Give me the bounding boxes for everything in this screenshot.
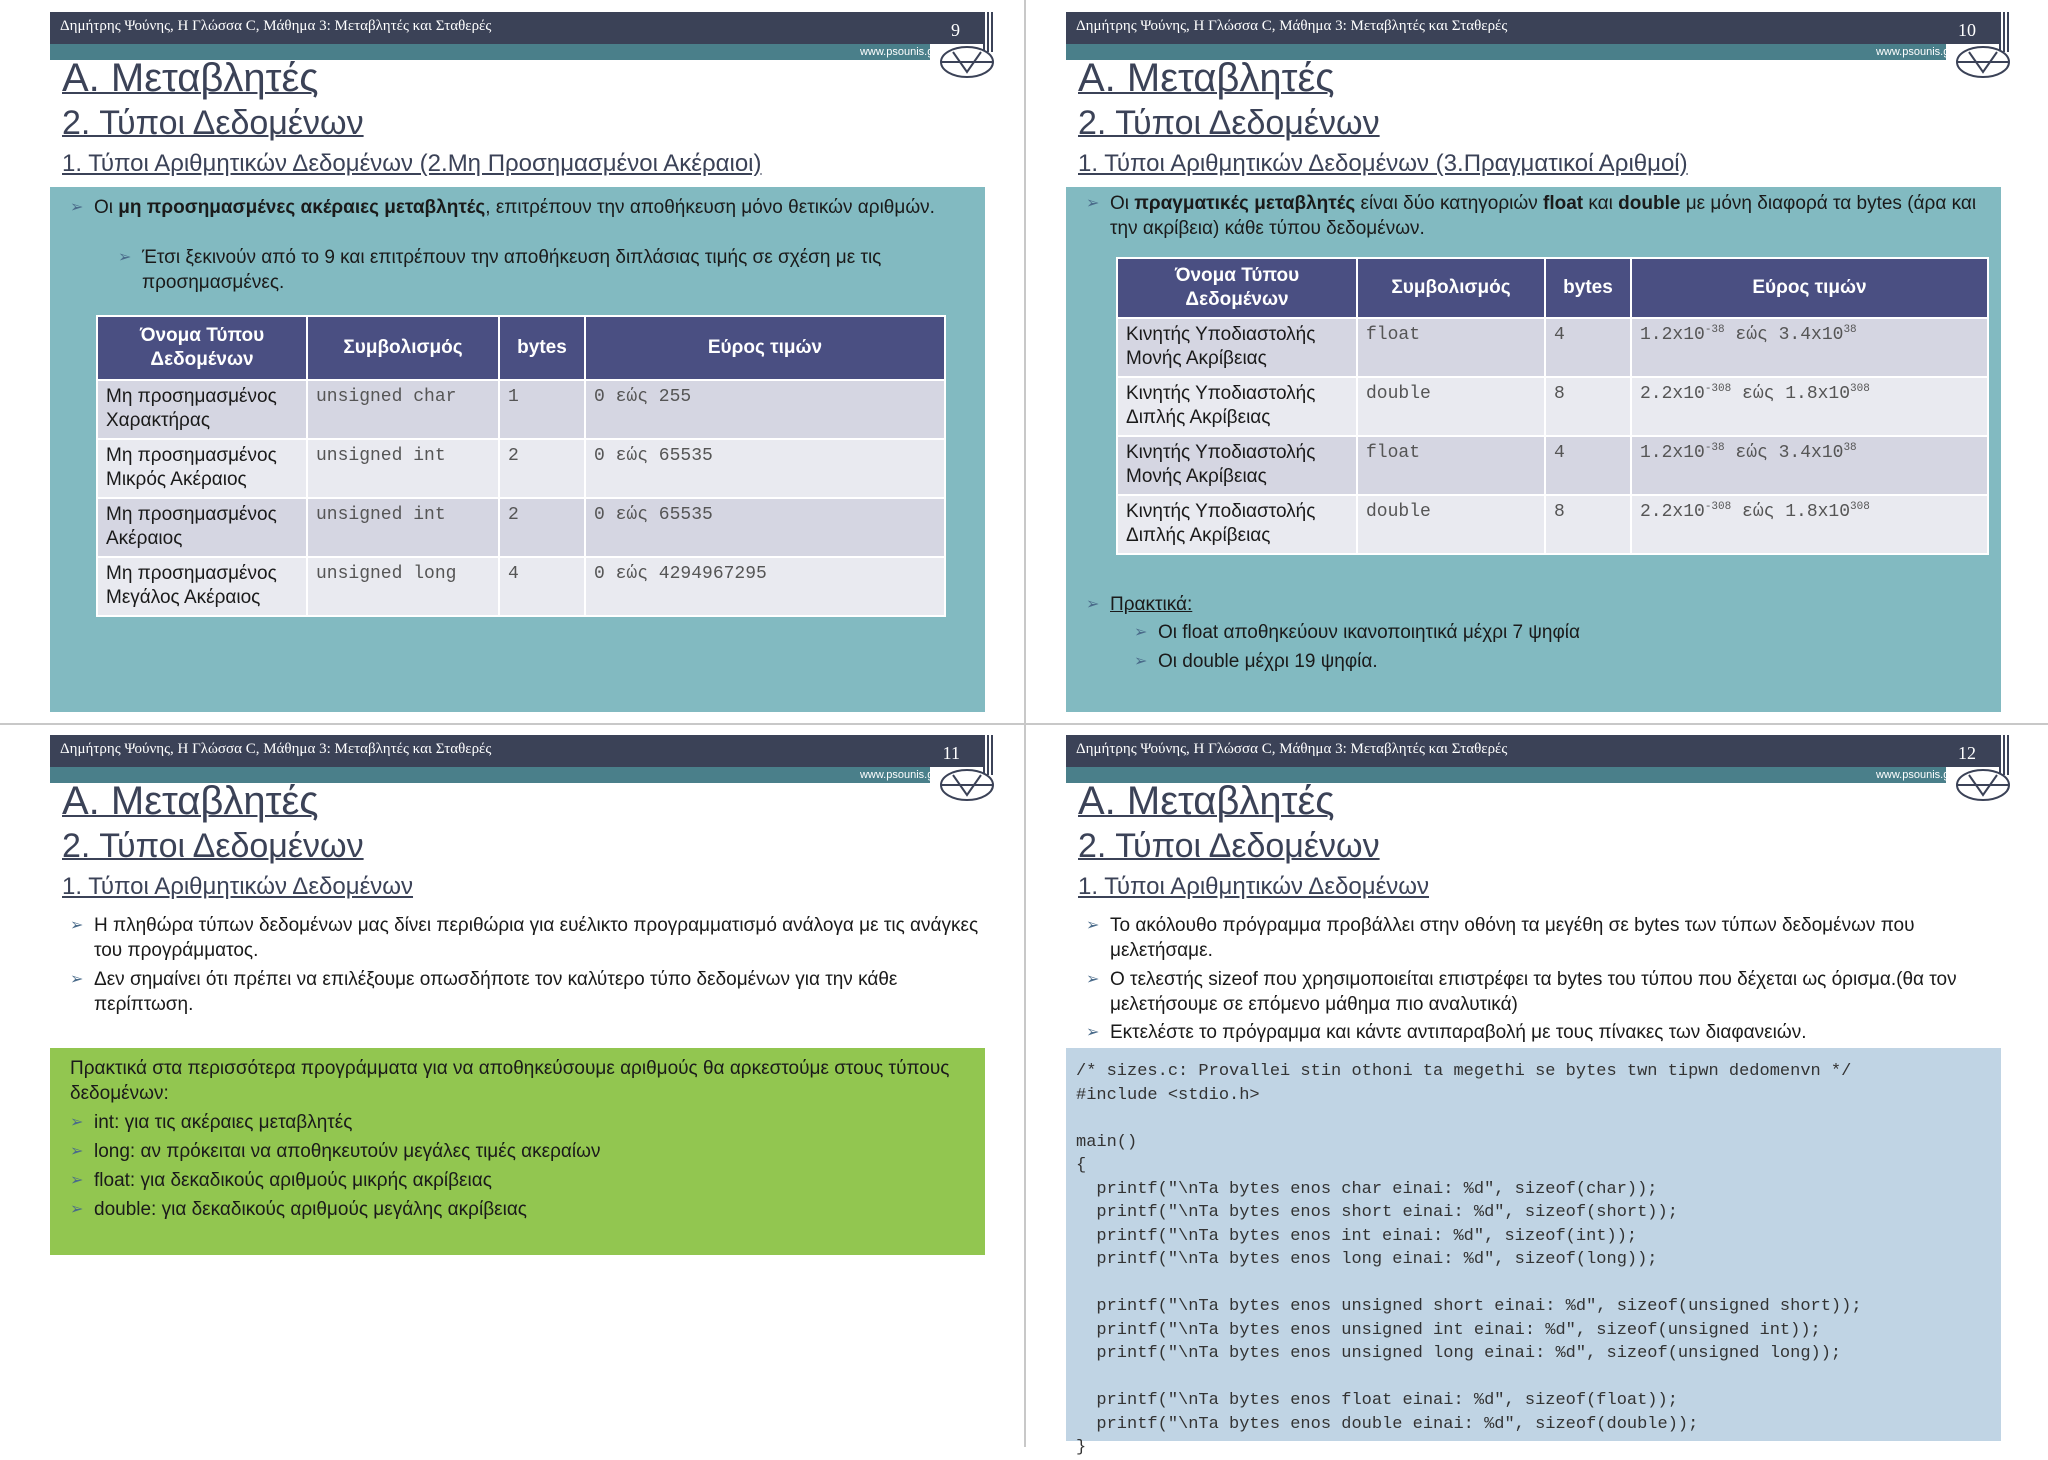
code-listing: /* sizes.c: Provallei stin othoni ta megethi se bytes twn tipwn dedomenvn */ #include <stdio.h> main() { printf("\nTa bytes enos char einai: %d", sizeof(char)); printf("\nTa bytes enos short einai: %d", sizeof(short)); printf("\nTa bytes enos int einai: %d", sizeof(int)); printf("\nTa bytes enos long einai: %d", sizeof(long)); printf("\nTa bytes enos unsigned short einai: %d", sizeof(unsigned short)); printf("\nTa bytes enos unsigned int einai: %d", sizeof(unsigned int)); printf("\nTa bytes enos unsigned long einai: %d", sizeof(unsigned long)); printf("\nTa bytes enos float einai: %d", sizeof(float)); printf("\nTa bytes enos double einai: %d", sizeof(double)); }: [1076, 1062, 1862, 1457]
bullet-text: Το ακόλουθο πρόγραμμα προβάλλει στην οθόνη τα μεγέθη σε bytes των τύπων δεδομένων που μελετήσαμε.: [1110, 915, 1915, 961]
bullet-item: [1086, 967, 2006, 1017]
arrow-bullet-icon: ➢: [70, 199, 84, 216]
table-cell: unsigned long: [307, 557, 499, 616]
green-box: [50, 1048, 985, 1255]
heading-data-types: 2. Τύποι Δεδομένων: [1078, 104, 1380, 142]
table-cell: $2.2x10^{-308}$ εώς $1.8x10^{308}$: [1631, 495, 1988, 554]
table-cell: double: [1357, 495, 1545, 554]
bullet-item: [1086, 592, 1966, 617]
bullet-text: Ο τελεστής sizeof που χρησιμοποιείται επιστρέφει τα bytes του τύπου που δέχεται ως όρισμα.(θα τον μελετήσουμε σε επόμενο μάθημα πιο αναλυτικά): [1110, 969, 1957, 1015]
table-cell: 0 εώς 4294967295: [585, 557, 945, 616]
bullet-text: Εκτελέστε το πρόγραμμα και κάντε αντιπαραβολή με τους πίνακες των διαφανειών.: [1110, 1022, 1807, 1043]
table-row: [97, 439, 945, 498]
arrow-bullet-icon: ➢: [70, 1201, 84, 1218]
arrow-bullet-icon: ➢: [70, 1172, 84, 1189]
table-cell: 0 εώς 65535: [585, 498, 945, 557]
site-url: www.psounis.gr: [1875, 46, 1953, 58]
bullet-text: int: για τις ακέραιες μεταβλητές: [94, 1112, 353, 1133]
table-header: Συμβολισμός: [307, 316, 499, 380]
arrow-bullet-icon: ➢: [1086, 971, 1100, 988]
arrow-bullet-icon: ➢: [118, 249, 132, 266]
arrow-bullet-icon: ➢: [1134, 653, 1148, 670]
bullet-text: float: για δεκαδικούς αριθμούς μικρής ακρίβειας: [94, 1170, 492, 1191]
box-intro: [70, 1056, 970, 1106]
table-cell: Μη προσημασμένος Χαρακτήρας: [97, 380, 307, 439]
page-number: 9: [951, 20, 960, 40]
bullet-text: Οι: [94, 197, 119, 218]
sub-bullet-item: [118, 245, 958, 295]
data-table: [1116, 257, 1989, 555]
arrow-bullet-icon: ➢: [70, 1114, 84, 1131]
table-cell: unsigned int: [307, 498, 499, 557]
bullet-text: , επιτρέπουν την αποθήκευση μόνο θετικών αριθμών.: [485, 197, 935, 218]
table-cell: $1.2x10^{-38}$ εώς $3.4x10^{38}$: [1631, 436, 1988, 495]
sub-bullet-item: [1134, 620, 1974, 645]
logo-icon: [1955, 767, 2011, 803]
sub-bullet-item: [1134, 649, 1974, 674]
bullet-item: [70, 1110, 960, 1135]
content-box: [50, 187, 985, 712]
arrow-bullet-icon: ➢: [1086, 917, 1100, 934]
slide-11: [50, 735, 995, 1447]
table-cell: 2: [499, 498, 585, 557]
heading-subtopic: 1. Τύποι Αριθμητικών Δεδομένων (2.Μη Προσημασμένοι Ακέραιοι): [62, 150, 762, 177]
table-row: [97, 380, 945, 439]
header-title: Δημήτρης Ψούνης, Η Γλώσσα C, Μάθημα 3: Μεταβλητές και Σταθερές: [60, 18, 492, 34]
page-number: 12: [1958, 743, 1976, 763]
table-cell: 4: [499, 557, 585, 616]
table-cell: 4: [1545, 318, 1631, 377]
table-cell: 0 εώς 65535: [585, 439, 945, 498]
table-cell: float: [1357, 318, 1545, 377]
slide-header: [1066, 735, 2001, 767]
site-url: www.psounis.gr: [859, 46, 937, 58]
heading-data-types: 2. Τύποι Δεδομένων: [1078, 827, 1380, 865]
table-cell: $1.2x10^{-38}$ εώς $3.4x10^{38}$: [1631, 318, 1988, 377]
bullet-item: [1086, 913, 2006, 963]
table-header: Εύρος τιμών: [585, 316, 945, 380]
content-box: [1066, 187, 2001, 712]
table-row: [1117, 495, 1988, 554]
table-cell: Μη προσημασμένος Μικρός Ακέραιος: [97, 439, 307, 498]
table-cell: 4: [1545, 436, 1631, 495]
bullet-item: [70, 1168, 960, 1193]
table-cell: 0 εώς 255: [585, 380, 945, 439]
bullet-text: Οι: [1110, 193, 1135, 214]
bullet-text: και: [1583, 193, 1619, 214]
heading-variables: Α. Μεταβλητές: [62, 56, 319, 100]
bullet-item: [70, 913, 990, 963]
table-cell: Μη προσημασμένος Ακέραιος: [97, 498, 307, 557]
table-row: [1117, 436, 1988, 495]
bullet-text: long: αν πρόκειται να αποθηκευτούν μεγάλες τιμές ακεραίων: [94, 1141, 601, 1162]
bullet-text: Η πληθώρα τύπων δεδομένων μας δίνει περιθώρια για ευέλικτο προγραμματισμό ανάλογα με τις ανάγκες του προγράμματος.: [94, 915, 979, 961]
table-header: Όνομα Τύπου Δεδομένων: [97, 316, 307, 380]
bullet-bold-text: μη προσημασμένες ακέραιες μεταβλητές: [118, 197, 486, 218]
heading-variables: Α. Μεταβλητές: [62, 779, 319, 823]
slide-header: [1066, 12, 2001, 44]
table-header: Εύρος τιμών: [1631, 258, 1988, 318]
table-header: Συμβολισμός: [1357, 258, 1545, 318]
site-url: www.psounis.gr: [859, 769, 937, 781]
page-number: 11: [942, 743, 960, 763]
bullet-text: Έτσι ξεκινούν από το 9 και επιτρέπουν την αποθήκευση διπλάσιας τιμής σε σχέση με τις προσημασμένες.: [142, 247, 882, 293]
table-cell: 8: [1545, 495, 1631, 554]
arrow-bullet-icon: ➢: [1086, 195, 1100, 212]
table-header: bytes: [1545, 258, 1631, 318]
bullet-item: [70, 195, 960, 220]
arrow-bullet-icon: ➢: [1086, 596, 1100, 613]
heading-subtopic: 1. Τύποι Αριθμητικών Δεδομένων: [1078, 873, 1430, 900]
bullet-item: [1086, 191, 1981, 241]
bullet-bold-text: float: [1543, 193, 1584, 214]
heading-data-types: 2. Τύποι Δεδομένων: [62, 827, 364, 865]
table-cell: unsigned char: [307, 380, 499, 439]
site-url: www.psounis.gr: [1875, 769, 1953, 781]
logo-icon: [1955, 44, 2011, 80]
table-cell: Κινητής Υποδιαστολής Μονής Ακρίβειας: [1117, 318, 1357, 377]
table-cell: 1: [499, 380, 585, 439]
slide-12: [1066, 735, 2011, 1457]
arrow-bullet-icon: ➢: [70, 971, 84, 988]
slide-header: [50, 735, 985, 767]
table-cell: double: [1357, 377, 1545, 436]
bullet-item: [70, 1139, 960, 1164]
heading-variables: Α. Μεταβλητές: [1078, 56, 1335, 100]
table-cell: Μη προσημασμένος Μεγάλος Ακέραιος: [97, 557, 307, 616]
bullet-bold-text: double: [1618, 193, 1681, 214]
bullet-text: με μόνη διαφορά τα bytes (άρα και την ακρίβεια) κάθε τύπου δεδομένων.: [1110, 193, 1977, 239]
header-title: Δημήτρης Ψούνης, Η Γλώσσα C, Μάθημα 3: Μεταβλητές και Σταθερές: [1076, 741, 1508, 757]
bullet-item: [70, 967, 990, 1017]
slide-10: [1066, 12, 2011, 724]
slide-header: [50, 12, 985, 44]
arrow-bullet-icon: ➢: [70, 917, 84, 934]
bullet-text: Οι double μέχρι 19 ψηφία.: [1158, 651, 1378, 672]
table-row: [1117, 318, 1988, 377]
slide-9: [50, 12, 995, 724]
table-row: [97, 498, 945, 557]
bullet-item: [70, 1197, 960, 1222]
logo-icon: [939, 767, 995, 803]
arrow-bullet-icon: ➢: [70, 1143, 84, 1160]
table-header: bytes: [499, 316, 585, 380]
table-cell: 2: [499, 439, 585, 498]
header-title: Δημήτρης Ψούνης, Η Γλώσσα C, Μάθημα 3: Μεταβλητές και Σταθερές: [60, 741, 492, 757]
table-cell: Κινητής Υποδιαστολής Διπλής Ακρίβειας: [1117, 377, 1357, 436]
heading-variables: Α. Μεταβλητές: [1078, 779, 1335, 823]
code-box: [1066, 1048, 2001, 1457]
logo-icon: [939, 44, 995, 80]
data-table: [96, 315, 946, 617]
bullet-bold-text: πραγματικές μεταβλητές: [1134, 193, 1356, 214]
table-cell: unsigned int: [307, 439, 499, 498]
table-cell: Κινητής Υποδιαστολής Διπλής Ακρίβειας: [1117, 495, 1357, 554]
table-cell: float: [1357, 436, 1545, 495]
bullet-text: Οι float αποθηκεύουν ικανοποιητικά μέχρι 7 ψηφία: [1158, 622, 1580, 643]
bullet-text: είναι δύο κατηγοριών: [1355, 193, 1544, 214]
table-cell: 8: [1545, 377, 1631, 436]
bullet-text: Δεν σημαίνει ότι πρέπει να επιλέξουμε οπωσδήποτε τον καλύτερο τύπο δεδομένων για την κάθε περίπτωση.: [94, 969, 898, 1015]
page-number: 10: [1958, 20, 1976, 40]
arrow-bullet-icon: ➢: [1134, 624, 1148, 641]
table-cell: $2.2x10^{-308}$ εώς $1.8x10^{308}$: [1631, 377, 1988, 436]
bullet-item: [1086, 1020, 2006, 1045]
heading-data-types: 2. Τύποι Δεδομένων: [62, 104, 364, 142]
box-intro-text: Πρακτικά στα περισσότερα προγράμματα για να αποθηκεύσουμε αριθμούς θα αρκεστούμε στους τύπους δεδομένων:: [70, 1058, 950, 1104]
practical-label: Πρακτικά:: [1110, 594, 1193, 615]
heading-subtopic: 1. Τύποι Αριθμητικών Δεδομένων (3.Πραγματικοί Αριθμοί): [1078, 150, 1688, 177]
table-row: [1117, 377, 1988, 436]
table-header: Όνομα Τύπου Δεδομένων: [1117, 258, 1357, 318]
table-row: [97, 557, 945, 616]
bullet-text: double: για δεκαδικούς αριθμούς μεγάλης ακρίβειας: [94, 1199, 527, 1220]
arrow-bullet-icon: ➢: [1086, 1024, 1100, 1041]
table-cell: Κινητής Υποδιαστολής Μονής Ακρίβειας: [1117, 436, 1357, 495]
heading-subtopic: 1. Τύποι Αριθμητικών Δεδομένων: [62, 873, 414, 900]
header-title: Δημήτρης Ψούνης, Η Γλώσσα C, Μάθημα 3: Μεταβλητές και Σταθερές: [1076, 18, 1508, 34]
